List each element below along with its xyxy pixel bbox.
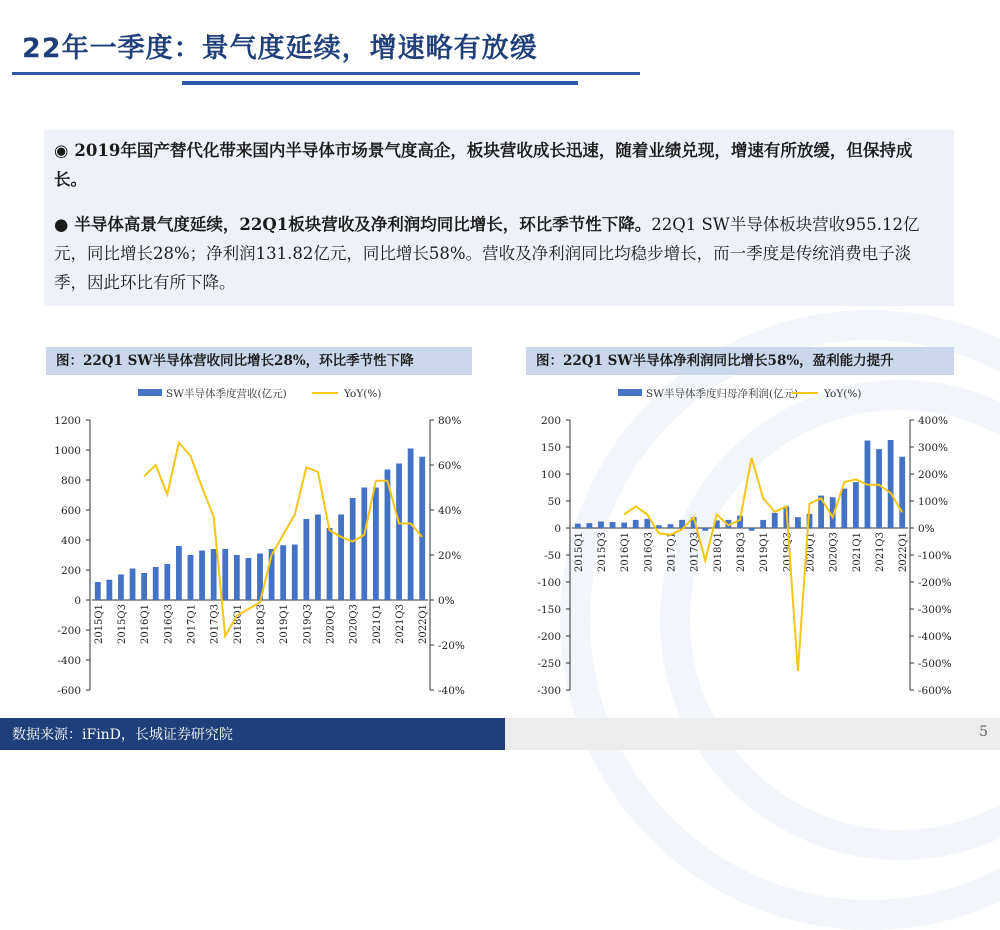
y-tick-label-left: 50 xyxy=(547,496,561,508)
y-tick-label-left: 0 xyxy=(554,523,561,535)
bar xyxy=(610,522,616,528)
bar xyxy=(153,567,159,600)
y-tick-label-right: 40% xyxy=(438,505,462,517)
net-profit-chart xyxy=(520,380,960,700)
x-tick-label: 2020Q3 xyxy=(828,532,840,573)
bar xyxy=(702,528,708,531)
bar xyxy=(350,498,356,600)
bar xyxy=(141,573,147,600)
bar xyxy=(211,549,217,600)
bullet-icon: ◉ xyxy=(54,141,69,160)
legend-line-label: YoY(%) xyxy=(344,388,382,400)
bar xyxy=(188,555,194,600)
x-tick-label: 2018Q1 xyxy=(232,604,244,645)
x-tick-label: 2015Q1 xyxy=(573,532,585,573)
bar xyxy=(222,549,228,600)
summary-paragraph-1 xyxy=(54,136,944,194)
bar xyxy=(772,513,778,528)
bar xyxy=(303,519,309,600)
bar xyxy=(361,488,367,601)
y-tick-label-left: -300 xyxy=(537,685,561,697)
x-tick-label: 2016Q1 xyxy=(140,604,152,645)
x-tick-label: 2018Q1 xyxy=(712,532,724,573)
chart-legend xyxy=(618,387,861,400)
y-tick-label-right: -500% xyxy=(918,658,952,670)
bar xyxy=(292,545,298,601)
x-tick-label: 2015Q3 xyxy=(116,604,128,645)
bar xyxy=(106,580,112,600)
x-tick-label: 2016Q3 xyxy=(163,604,175,645)
bar xyxy=(338,515,344,601)
bar xyxy=(373,488,379,601)
bar xyxy=(853,482,859,528)
x-tick-label: 2016Q1 xyxy=(620,532,632,573)
y-tick-label-left: 600 xyxy=(60,505,81,517)
revenue-chart xyxy=(40,380,480,700)
y-tick-label-left: -200 xyxy=(57,625,81,637)
bar xyxy=(95,582,101,600)
y-tick-label-right: 200% xyxy=(918,469,949,481)
y-tick-label-right: 0% xyxy=(438,595,455,607)
page-number: 5 xyxy=(979,724,988,740)
bar xyxy=(876,449,882,528)
bar xyxy=(327,528,333,600)
legend-bar-label: SW半导体季度营收(亿元) xyxy=(166,388,287,400)
page-title: 22年一季度：景气度延续，增速略有放缓 xyxy=(22,33,538,64)
bar xyxy=(199,551,205,601)
bar xyxy=(396,464,402,601)
x-tick-label: 2021Q3 xyxy=(875,532,887,573)
bar xyxy=(575,524,581,528)
bar xyxy=(118,575,124,601)
y-tick-label-left: 1200 xyxy=(54,415,81,427)
legend-bar-swatch xyxy=(138,389,162,396)
chart-title: 图：22Q1 SW半导体净利润同比增长58%，盈利能力提升 xyxy=(526,347,954,375)
y-tick-label-left: -400 xyxy=(57,655,81,667)
bar xyxy=(164,564,170,600)
y-tick-label-left: -50 xyxy=(544,550,561,562)
summary-text-1: 2019年国产替代化带来国内半导体市场景气度高企，板块营收成长迅速，随着业绩兑现，增速有所放缓，但保持成长。 xyxy=(54,141,913,189)
y-tick-label-left: 200 xyxy=(60,565,81,577)
y-tick-label-left: -150 xyxy=(537,604,561,616)
legend-line-label: YoY(%) xyxy=(824,388,862,400)
y-tick-label-right: -100% xyxy=(918,550,952,562)
bullet-icon: ● xyxy=(54,215,69,234)
x-tick-label: 2015Q1 xyxy=(93,604,105,645)
bar xyxy=(130,569,136,601)
y-tick-label-left: 150 xyxy=(540,442,561,454)
x-tick-label: 2020Q3 xyxy=(348,604,360,645)
bar xyxy=(621,523,627,528)
x-tick-label: 2019Q1 xyxy=(759,532,771,573)
bar xyxy=(899,457,905,528)
chart-title: 图：22Q1 SW半导体营收同比增长28%，环比季节性下降 xyxy=(46,347,472,375)
bar xyxy=(749,528,755,531)
bar xyxy=(644,519,650,528)
y-tick-label-left: 400 xyxy=(60,535,81,547)
summary-text-2: 22Q1 SW半导体板块营收955.12亿元，同比增长28%；净利润131.82亿元，同比增长58%。营收及净利润同比均稳步增长，而一季度是传统消费电子淡季，因此环比有所下降。 xyxy=(54,215,920,292)
x-tick-label: 2019Q3 xyxy=(782,532,794,573)
title-rule xyxy=(12,72,640,75)
y-tick-label-left: -100 xyxy=(537,577,561,589)
x-tick-label: 2021Q3 xyxy=(395,604,407,645)
y-tick-label-right: 300% xyxy=(918,442,949,454)
y-tick-label-right: -400% xyxy=(918,631,952,643)
bar xyxy=(598,522,604,528)
summary-highlight: 半导体高景气度延续，22Q1板块营收及净利润均同比增长，环比季节性下降。 xyxy=(74,215,652,234)
y-tick-label-right: -600% xyxy=(918,685,952,697)
x-tick-label: 2019Q1 xyxy=(279,604,291,645)
x-tick-label: 2021Q1 xyxy=(851,532,863,573)
bar xyxy=(760,520,766,528)
y-tick-label-left: 800 xyxy=(60,475,81,487)
y-tick-label-right: 0% xyxy=(918,523,935,535)
y-tick-label-left: 200 xyxy=(540,415,561,427)
bar xyxy=(246,558,252,600)
summary-paragraph-2 xyxy=(54,210,944,297)
bar xyxy=(656,525,662,528)
y-tick-label-left: -250 xyxy=(537,658,561,670)
legend-bar-swatch xyxy=(618,389,642,396)
x-tick-label: 2022Q1 xyxy=(898,532,910,573)
bar xyxy=(176,546,182,600)
y-tick-label-right: 80% xyxy=(438,415,462,427)
x-tick-label: 2019Q3 xyxy=(302,604,314,645)
x-tick-label: 2016Q3 xyxy=(643,532,655,573)
x-tick-label: 2020Q1 xyxy=(325,604,337,645)
y-tick-label-left: 0 xyxy=(74,595,81,607)
y-tick-label-right: 400% xyxy=(918,415,949,427)
y-tick-label-left: 100 xyxy=(540,469,561,481)
chart-legend xyxy=(138,387,381,400)
y-tick-label-right: -300% xyxy=(918,604,952,616)
x-tick-label: 2021Q1 xyxy=(371,604,383,645)
legend-bar-label: SW半导体季度归母净利润(亿元) xyxy=(646,388,799,400)
y-tick-label-right: 100% xyxy=(918,496,949,508)
y-tick-label-right: 20% xyxy=(438,550,462,562)
x-tick-label: 2017Q3 xyxy=(689,532,701,573)
y-tick-label-right: -40% xyxy=(438,685,465,697)
bar xyxy=(280,545,286,600)
footer-source: 数据来源：iFinD，长城证券研究院 xyxy=(12,727,233,743)
x-tick-label: 2017Q1 xyxy=(186,604,198,645)
bar xyxy=(841,489,847,528)
y-tick-label-right: -20% xyxy=(438,640,465,652)
x-tick-label: 2015Q3 xyxy=(596,532,608,573)
y-tick-label-right: 60% xyxy=(438,460,462,472)
bar xyxy=(586,523,592,528)
bar xyxy=(888,440,894,528)
bar xyxy=(315,515,321,601)
x-tick-label: 2022Q1 xyxy=(418,604,430,645)
y-tick-label-left: -600 xyxy=(57,685,81,697)
x-tick-label: 2017Q3 xyxy=(209,604,221,645)
x-tick-label: 2018Q3 xyxy=(736,532,747,573)
bar xyxy=(633,520,639,528)
bar xyxy=(795,517,801,528)
y-tick-label-right: -200% xyxy=(918,577,952,589)
x-tick-label: 2018Q3 xyxy=(256,604,267,645)
summary-box xyxy=(44,130,954,306)
bar xyxy=(668,524,674,528)
x-tick-label: 2020Q1 xyxy=(805,532,817,573)
y-tick-label-left: 1000 xyxy=(54,445,81,457)
x-tick-label: 2017Q1 xyxy=(666,532,678,573)
bar xyxy=(234,555,240,600)
title-rule xyxy=(182,81,578,85)
y-tick-label-left: -200 xyxy=(537,631,561,643)
bar xyxy=(419,457,425,600)
